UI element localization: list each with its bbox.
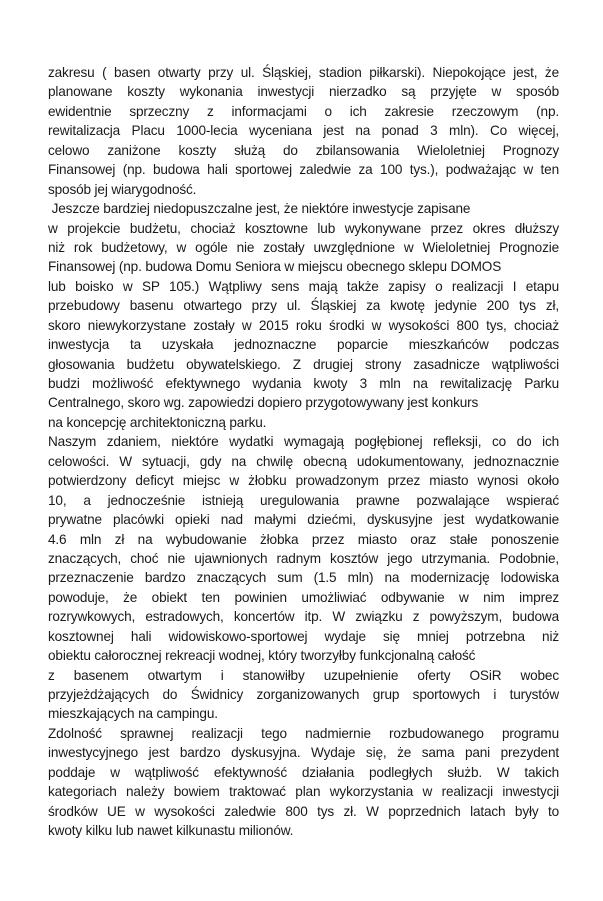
text-line: niż rok budżetowy, w ogóle nie zostały uwzględnione w Wieloletniej Prognozie <box>48 239 559 255</box>
text-line: inwestycja ta uzyskała jednoznaczne poparcie mieszkańców podczas <box>48 337 559 353</box>
text-line: budzi możliwość efektywnego wydania kwoty 3 mln na rewitalizację Parku <box>48 376 559 391</box>
text-line: obiektu całorocznej rekreacji wodnej, który tworzyłby funkcjonalną całość <box>48 648 476 664</box>
text-line: rewitalizacja Placu 1000-lecia wyceniana jest na ponad 3 mln). Co więcej, <box>48 123 559 139</box>
text-line: kwoty kilku lub nawet kilkunastu milionów. <box>48 823 294 839</box>
text-line: Finansowej (np. budowa Domu Seniora w miejscu obecnego sklepu DOMOS <box>48 259 502 275</box>
text-line: potwierdzony deficyt miejsc w żłobku prowadzonym przez miasto wynosi około <box>48 473 559 489</box>
text-line: inwestycyjnego jest bardzo dyskusyjna. Wydaje się, że sama pani prezydent <box>48 745 559 761</box>
paragraph-3 <box>48 432 559 724</box>
text-line: kategoriach należy bowiem traktować plan wykorzystania w realizacji inwestycji <box>48 784 559 800</box>
paragraph-1 <box>48 63 559 199</box>
text-line: Centralnego, skoro wg. zapowiedzi dopiero przygotowywany jest konkurs <box>48 395 479 411</box>
text-line: celowości. W sytuacji, gdy na chwilę obecną udokumentowany, jednoznacznie <box>48 453 559 469</box>
text-line: przeznaczenie bardzo znaczących sum (1.5 mln) na modernizację lodowiska <box>48 570 559 586</box>
text-line: Naszym zdaniem, niektóre wydatki wymagają pogłębionej refleksji, co do ich <box>48 434 559 450</box>
text-line: środków UE w wysokości zaledwie 800 tys zł. W poprzednich latach były to <box>48 803 559 819</box>
text-line: przebudowy basenu otwartego przy ul. Śląskiej za kwotę jedynie 200 tys zł, <box>48 298 559 314</box>
paragraph-2 <box>48 199 559 432</box>
text-line: w projekcie budżetu, chociaż kosztowne lub wykonywane przez okres dłuższy <box>48 220 559 236</box>
text-line: sposób jej wiarygodność. <box>48 181 197 197</box>
paragraph-4 <box>48 724 559 841</box>
text-line: poddaje w wątpliwość efektywność działania podległych służb. W takich <box>48 764 559 780</box>
document-page <box>48 63 559 841</box>
text-line: głosowania budżetu obywatelskiego. Z drugiej strony zasadnicze wątpliwości <box>48 356 559 372</box>
text-line: planowane koszty wykonania inwestycji nierzadko są przyjęte w sposób <box>48 84 559 100</box>
text-line: znaczących, choć nie ujawnionych radnym kosztów jego utrzymania. Podobnie, <box>48 550 559 566</box>
text-line: Jeszcze bardziej niedopuszczalne jest, że niektóre inwestycje zapisane <box>48 201 471 217</box>
text-line: rozrywkowych, estradowych, koncertów itp. W związku z powyższym, budowa <box>48 609 559 625</box>
text-line: celowo zaniżone koszty służą do zbilansowania Wieloletniej Prognozy <box>48 142 559 158</box>
text-line: lub boisko w SP 105.) Wątpliwy sens mają także zapisy o realizacji I etapu <box>48 278 559 294</box>
text-line: kosztownej hali widowiskowo-sportowej wydaje się mniej potrzebna niż <box>48 628 559 644</box>
text-line: zakresu ( basen otwarty przy ul. Śląskiej, stadion piłkarski). Niepokojące jest, że <box>48 65 559 80</box>
text-line: Zdolność sprawnej realizacji tego nadmiernie rozbudowanego programu <box>48 725 559 741</box>
text-line: ewidentnie sprzeczny z informacjami o ich zakresie rzeczowym (np. <box>48 103 559 119</box>
text-line: na koncepcję architektoniczną parku. <box>48 414 267 430</box>
text-line: mieszkających na campingu. <box>48 706 218 722</box>
text-line: skoro niewykorzystane zostały w 2015 roku środki w wysokości 800 tys, chociaż <box>48 317 559 333</box>
text-line: Finansowej (np. budowa hali sportowej zaledwie za 100 tys.), podważając w ten <box>48 162 559 178</box>
text-line: prywatne placówki opieki nad małymi dziećmi, dyskusyjne jest wydatkowanie <box>48 512 559 528</box>
text-line: powoduje, że obiekt ten powinien umożliwiać odbywanie w nim imprez <box>48 589 559 605</box>
text-line: 10, a jednocześnie istnieją uregulowania prawne pozwalające wspierać <box>48 492 559 508</box>
text-line: 4.6 mln zł na wybudowanie żłobka przez miasto oraz stałe ponoszenie <box>48 531 559 547</box>
text-line: przyjeżdżających do Świdnicy zorganizowanych grup sportowych i turystów <box>48 687 559 702</box>
text-line: z basenem otwartym i stanowiłby uzupełnienie oferty OSiR wobec <box>48 667 559 683</box>
